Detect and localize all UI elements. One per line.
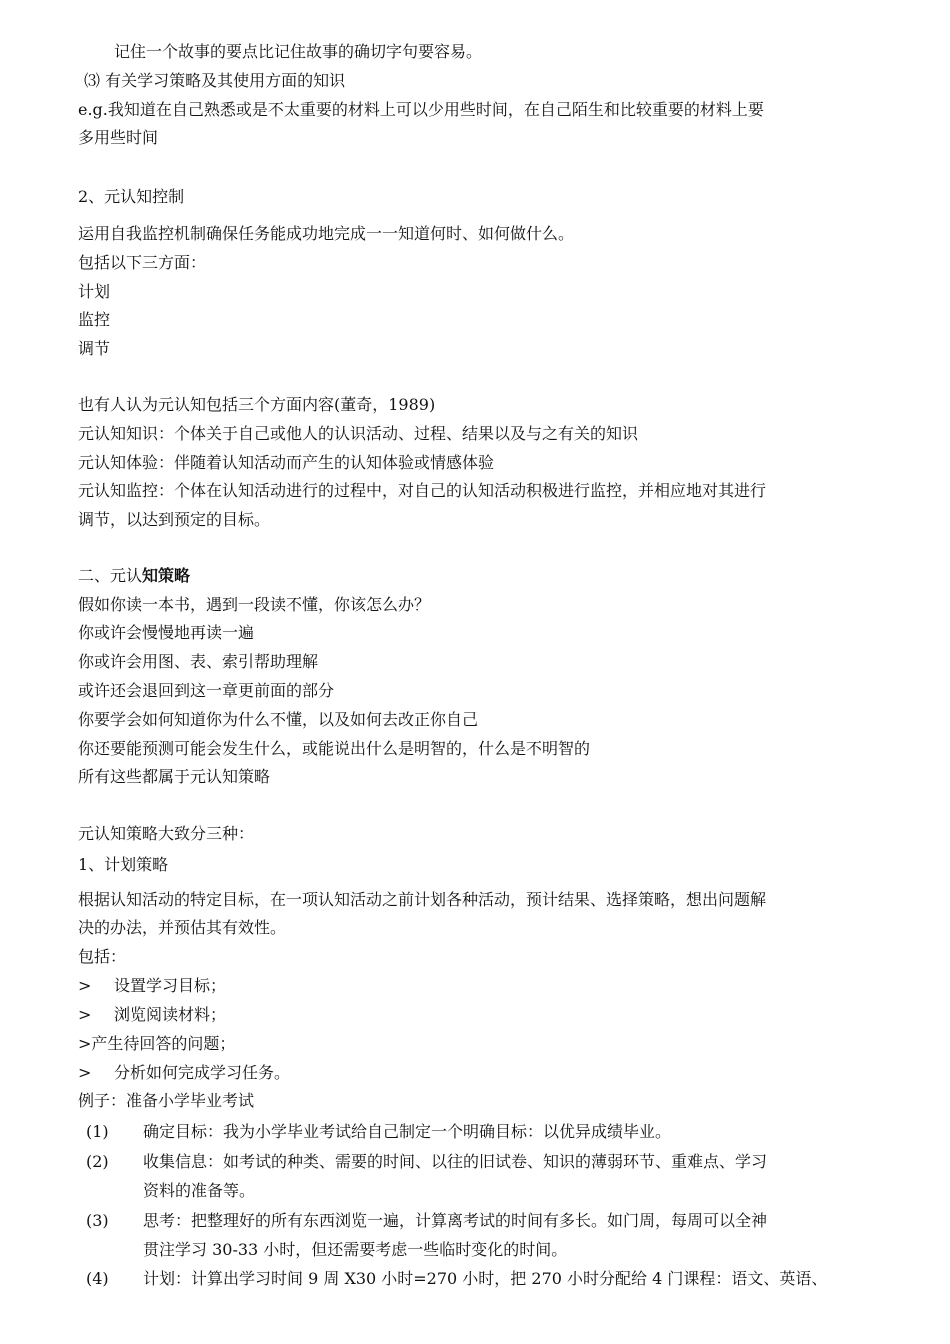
item-number: (3) xyxy=(86,1211,109,1230)
text-line: 包括以下三方面： xyxy=(78,253,207,272)
item-number: (4) xyxy=(86,1269,109,1288)
text-line: 你或许会慢慢地再读一遍 xyxy=(78,623,255,642)
text-line: 元认知策略大致分三种： xyxy=(78,824,255,843)
text-line: 多用些时间 xyxy=(78,128,159,147)
list-item: 调节 xyxy=(78,339,111,358)
bullet-item: 浏览阅读材料； xyxy=(114,1005,227,1024)
list-item: 监控 xyxy=(78,310,111,329)
text-line: 或许还会退回到这一章更前面的部分 xyxy=(78,681,335,700)
text-line: 运用自我监控机制确保任务能成功地完成一一知道何时、如何做什么。 xyxy=(78,224,575,243)
text-line: ⑶ 有关学习策略及其使用方面的知识 xyxy=(84,71,346,90)
text-line: 你还要能预测可能会发生什么，或能说出什么是明智的，什么是不明智的 xyxy=(78,739,591,758)
list-item: 计划 xyxy=(78,282,111,301)
item-text: 贯注学习 30-33 小时，但还需要考虑一些临时变化的时间。 xyxy=(143,1240,568,1259)
section-heading: 1、计划策略 xyxy=(78,855,169,874)
text-line: 记住一个故事的要点比记住故事的确切字句要容易。 xyxy=(114,42,483,61)
item-text: 思考：把整理好的所有东西浏览一遍，计算离考试的时间有多长。如门周，每周可以全神 xyxy=(143,1211,768,1230)
text-line: 调节，以达到预定的目标。 xyxy=(78,510,271,529)
heading-part: 二、元认 xyxy=(78,566,143,585)
text-line: 假如你读一本书，遇到一段读不懂，你该怎么办？ xyxy=(78,595,431,614)
bullet-marker: > xyxy=(78,1005,92,1024)
bullet-marker: > xyxy=(78,1063,92,1082)
text-line: 你或许会用图、表、索引帮助理解 xyxy=(78,652,319,671)
text-line: 例子：准备小学毕业考试 xyxy=(78,1091,255,1110)
text-line: 包括： xyxy=(78,947,127,966)
item-text: 计划：计算出学习时间 9 周 X30 小时=270 小时，把 270 小时分配给 4 门课程：语文、英语、 xyxy=(143,1269,828,1288)
section-heading: 2、元认知控制 xyxy=(78,187,185,206)
text-line: 元认知监控：个体在认知活动进行的过程中，对自己的认知活动积极进行监控，并相应地对其进行 xyxy=(78,481,767,500)
text-line: 决的办法，并预估其有效性。 xyxy=(78,918,287,937)
text-line: 也有人认为元认知包括三个方面内容(董奇，1989) xyxy=(78,395,436,414)
item-number: (1) xyxy=(86,1122,109,1141)
bullet-item: >产生待回答的问题； xyxy=(78,1034,236,1053)
section-heading xyxy=(78,566,190,588)
item-number: (2) xyxy=(86,1152,109,1171)
item-text: 资料的准备等。 xyxy=(143,1181,256,1200)
text-line: 根据认知活动的特定目标，在一项认知活动之前计划各种活动，预计结果、选择策略，想出问题解 xyxy=(78,890,767,909)
text-line: e.g.我知道在自己熟悉或是不太重要的材料上可以少用些时间，在自己陌生和比较重要的材料上要 xyxy=(78,100,764,119)
bullet-marker: > xyxy=(78,976,92,995)
item-text: 收集信息：如考试的种类、需要的时间、以往的旧试卷、知识的薄弱环节、重难点、学习 xyxy=(143,1152,768,1171)
text-line: 你要学会如何知道你为什么不懂，以及如何去改正你自己 xyxy=(78,710,479,729)
text-line: 所有这些都属于元认知策略 xyxy=(78,767,271,786)
bullet-item: 分析如何完成学习任务。 xyxy=(114,1063,291,1082)
item-text: 确定目标：我为小学毕业考试给自己制定一个明确目标：以优异成绩毕业。 xyxy=(143,1122,672,1141)
text-line: 元认知知识：个体关于自己或他人的认识活动、过程、结果以及与之有关的知识 xyxy=(78,424,639,443)
bullet-item: 设置学习目标； xyxy=(114,976,227,995)
heading-part-bold: 知策略 xyxy=(142,566,191,585)
text-line: 元认知体验：伴随着认知活动而产生的认知体验或情感体验 xyxy=(78,453,495,472)
